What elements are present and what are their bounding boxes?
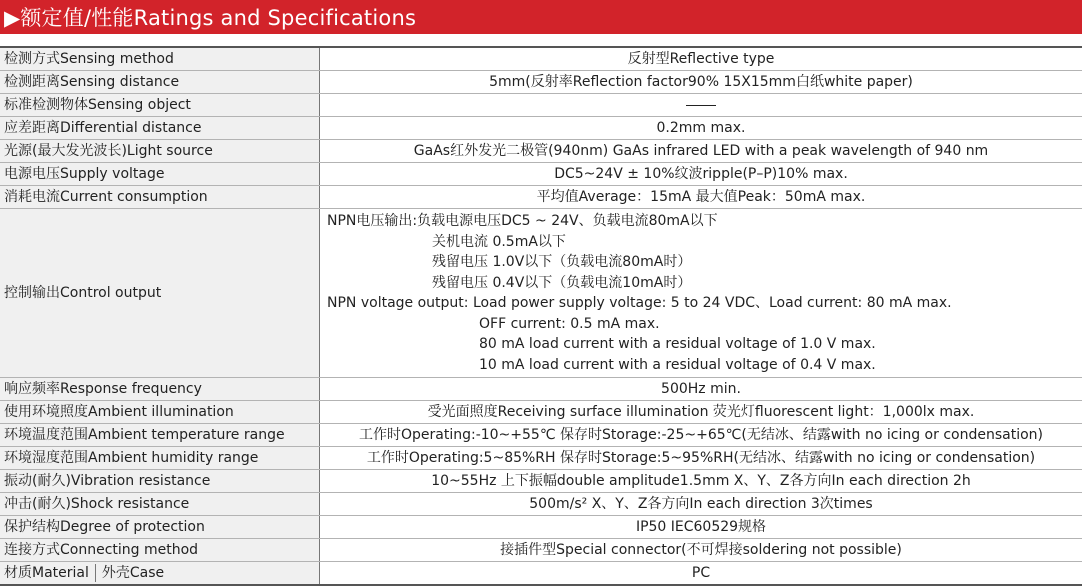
section-title: ▶额定值/性能Ratings and Specifications bbox=[4, 2, 416, 32]
control-output-line: 关机电流 0.5mA以下 bbox=[327, 232, 1078, 253]
table-row bbox=[0, 71, 1082, 94]
row-label: 环境湿度范围Ambient humidity range bbox=[0, 447, 320, 470]
row-label: 保护结构Degree of protection bbox=[0, 516, 320, 539]
control-output-line: 残留电压 1.0V以下（负载电流80mA时） bbox=[327, 252, 1078, 273]
row-label: 响应频率Response frequency bbox=[0, 378, 320, 401]
table-row bbox=[0, 140, 1082, 163]
row-label: 使用环境照度Ambient illumination bbox=[0, 401, 320, 424]
table-row bbox=[0, 424, 1082, 447]
control-output-line: 80 mA load current with a residual voltage of 1.0 V max. bbox=[327, 334, 1078, 355]
row-label: 消耗电流Current consumption bbox=[0, 186, 320, 209]
row-value bbox=[320, 94, 1082, 117]
row-label: 振动(耐久)Vibration resistance bbox=[0, 470, 320, 493]
table-row bbox=[0, 378, 1082, 401]
row-label: 应差距离Differential distance bbox=[0, 117, 320, 140]
row-value: 5mm(反射率Reflection factor90% 15X15mm白纸white paper) bbox=[320, 71, 1082, 94]
row-value: 10~55Hz 上下振幅double amplitude1.5mm X、Y、Z各方向In each direction 2h bbox=[320, 470, 1082, 493]
section-title-banner bbox=[0, 0, 1082, 34]
row-value: GaAs红外发光二极管(940nm) GaAs infrared LED with a peak wavelength of 940 nm bbox=[320, 140, 1082, 163]
table-row bbox=[0, 401, 1082, 424]
row-value: 500m/s² X、Y、Z各方向In each direction 3次times bbox=[320, 493, 1082, 516]
table-row bbox=[0, 94, 1082, 117]
row-label: 冲击(耐久)Shock resistance bbox=[0, 493, 320, 516]
table-row bbox=[0, 117, 1082, 140]
row-label: 连接方式Connecting method bbox=[0, 539, 320, 562]
row-label: 控制输出Control output bbox=[0, 209, 320, 378]
material-label: 材质Material bbox=[4, 564, 96, 582]
row-label bbox=[0, 562, 320, 586]
row-label: 检测方式Sensing method bbox=[0, 47, 320, 71]
table-row bbox=[0, 562, 1082, 586]
row-label: 标准检测物体Sensing object bbox=[0, 94, 320, 117]
control-output-line: 残留电压 0.4V以下（负载电流10mA时） bbox=[327, 273, 1078, 294]
row-value: DC5~24V ± 10%纹波ripple(P–P)10% max. bbox=[320, 163, 1082, 186]
table-row bbox=[0, 163, 1082, 186]
control-output-line: NPN电压输出:负载电源电压DC5 ~ 24V、负载电流80mA以下 bbox=[327, 211, 1078, 232]
dash-mark bbox=[686, 105, 716, 106]
table-row bbox=[0, 539, 1082, 562]
table-row bbox=[0, 47, 1082, 71]
table-row bbox=[0, 470, 1082, 493]
control-output-line: OFF current: 0.5 mA max. bbox=[327, 314, 1078, 335]
row-value: 接插件型Special connector(不可焊接soldering not possible) bbox=[320, 539, 1082, 562]
table-row bbox=[0, 493, 1082, 516]
row-label: 检测距离Sensing distance bbox=[0, 71, 320, 94]
table-row bbox=[0, 209, 1082, 378]
row-value: 0.2mm max. bbox=[320, 117, 1082, 140]
case-label: 外壳Case bbox=[96, 564, 164, 582]
row-label: 环境温度范围Ambient temperature range bbox=[0, 424, 320, 447]
row-label: 电源电压Supply voltage bbox=[0, 163, 320, 186]
row-value: 平均值Average：15mA 最大值Peak：50mA max. bbox=[320, 186, 1082, 209]
row-value: 反射型Reflective type bbox=[320, 47, 1082, 71]
control-output-line: NPN voltage output: Load power supply voltage: 5 to 24 VDC、Load current: 80 mA max. bbox=[327, 293, 1078, 314]
row-value: 工作时Operating:5~85%RH 保存时Storage:5~95%RH(无结冰、结露with no icing or condensation) bbox=[320, 447, 1082, 470]
control-output-line: 10 mA load current with a residual voltage of 0.4 V max. bbox=[327, 355, 1078, 376]
row-label: 光源(最大发光波长)Light source bbox=[0, 140, 320, 163]
control-output-value bbox=[320, 209, 1082, 378]
row-value: 受光面照度Receiving surface illumination 荧光灯fluorescent light：1,000lx max. bbox=[320, 401, 1082, 424]
table-row bbox=[0, 447, 1082, 470]
table-row bbox=[0, 186, 1082, 209]
table-row bbox=[0, 516, 1082, 539]
spec-table bbox=[0, 46, 1082, 586]
row-value: 工作时Operating:-10~+55℃ 保存时Storage:-25~+65℃(无结冰、结露with no icing or condensation) bbox=[320, 424, 1082, 447]
row-value: 500Hz min. bbox=[320, 378, 1082, 401]
row-value: IP50 IEC60529规格 bbox=[320, 516, 1082, 539]
row-value: PC bbox=[320, 562, 1082, 586]
